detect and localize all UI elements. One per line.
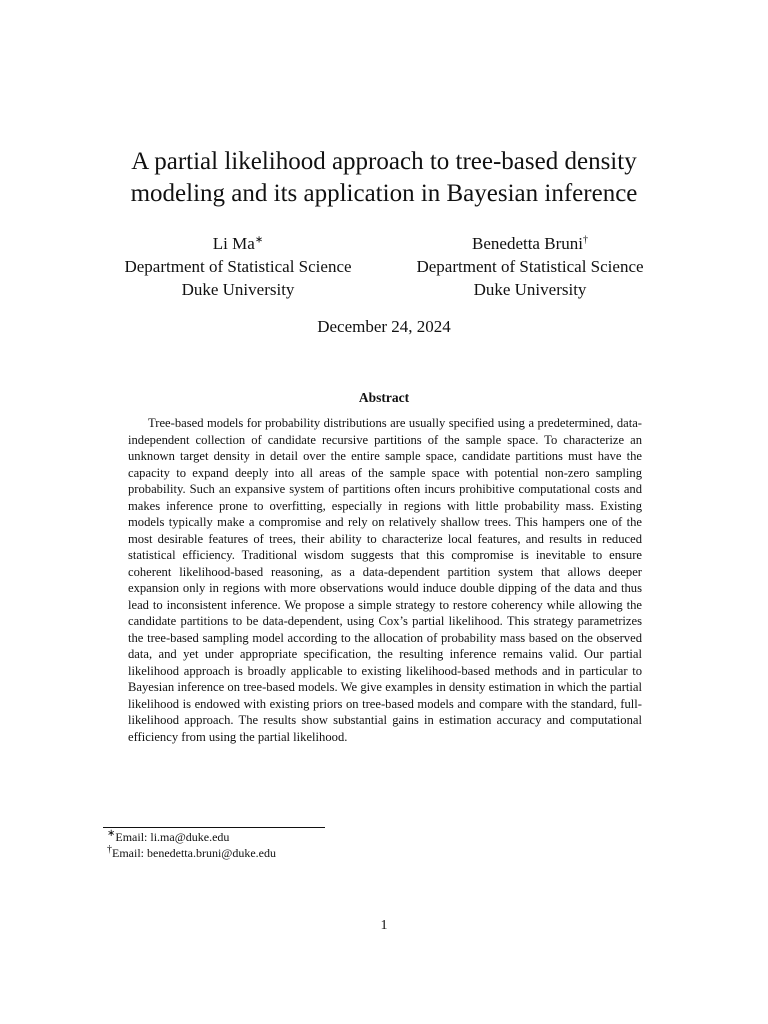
footnote-text: Email: li.ma@duke.edu	[115, 830, 230, 844]
author-li-ma	[88, 232, 388, 301]
paper-title	[90, 146, 678, 210]
title-line-1: A partial likelihood approach to tree-based density	[131, 148, 637, 175]
footnote-2	[107, 846, 276, 861]
title-line-2: modeling and its application in Bayesian inference	[130, 180, 638, 207]
footnote-rule	[103, 827, 325, 828]
footnote-text: Email: benedetta.bruni@duke.edu	[112, 846, 276, 860]
author-name-text: Benedetta Bruni	[472, 234, 583, 253]
author-affiliation: Duke University	[473, 280, 587, 299]
abstract-heading: Abstract	[358, 390, 410, 405]
author-affiliation: Duke University	[181, 280, 295, 299]
author-benedetta-bruni	[380, 232, 680, 301]
footnote-mark: †	[107, 844, 112, 855]
paper-date: December 24, 2024	[317, 317, 451, 336]
author-name	[88, 232, 388, 255]
page-number: 1	[380, 918, 388, 933]
footnote-1	[107, 830, 229, 845]
author-footnote-mark: †	[582, 234, 588, 246]
footnote-mark: ∗	[107, 828, 116, 839]
abstract-body: Tree-based models for probability distributions are usually specified using a predetermined, data-independent collection of candidate recursive partitions of the sample space. To characterize an unknown target density in detail over the entire sample space, candidate partitions must have the capacity to expand deeply into all areas of the sample space with potential non-zero sampling probability. Such an expansive system of partitions often incurs prohibitive computational costs and makes inference prone to overfitting, especially in regions with little probability mass. Existing models typically make a compromise and rely on relatively shallow trees. This hampers one of the most desirable features of trees, their ability to characterize local features, and results in reduced statistical efficiency. Traditional wisdom suggests that this compromise is inevitable to ensure coherent likelihood-based reasoning, as a data-dependent partition system that allows deeper expansion only in regions with more observations would induce double dipping of the data and thus lead to inconsistent inference. We propose a simple strategy to restore coherency while allowing the candidate partitions to be data-dependent, using Cox’s partial likelihood. This strategy parametrizes the tree-based sampling model according to the allocation of probability mass based on the observed data, and yet under appropriate specification, the resulting inference remains valid. Our partial likelihood approach is broadly applicable to existing likelihood-based methods and in particular to Bayesian inference on tree-based models. We give examples in density estimation in which the partial likelihood is endowed with existing priors on tree-based models and compare with the standard, full-likelihood approach. The results show substantial gains in estimation accuracy and computational efficiency from using the partial likelihood.	[128, 416, 642, 744]
author-department: Department of Statistical Science	[124, 257, 352, 276]
author-department: Department of Statistical Science	[416, 257, 644, 276]
author-name	[380, 232, 680, 255]
author-footnote-mark: ∗	[254, 234, 264, 246]
author-name-text: Li Ma	[212, 234, 255, 253]
